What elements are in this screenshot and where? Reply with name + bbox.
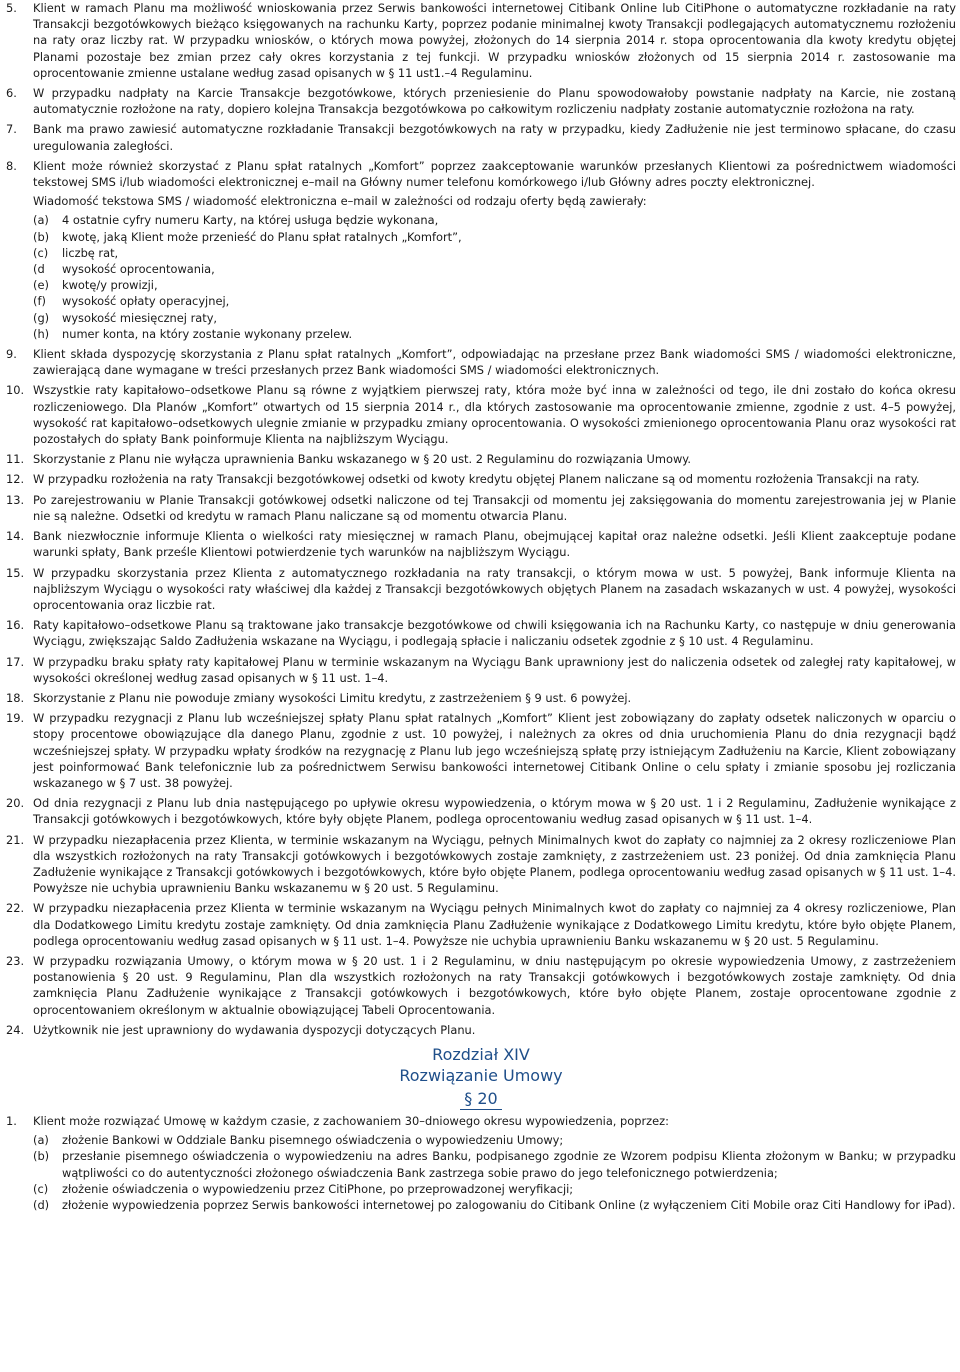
item-text: złożenie Bankowi w Oddziale Banku pisemnego oświadczenia o wypowiedzeniu Umowy; xyxy=(62,1133,564,1148)
item-text: kwotę/y prowizji, xyxy=(62,278,158,293)
item-letter: (e) xyxy=(33,278,49,293)
list-item xyxy=(6,0,956,81)
lettered-item xyxy=(33,245,956,261)
lettered-item xyxy=(33,1148,956,1180)
lettered-item xyxy=(33,1132,956,1148)
item-text: Bank ma prawo zawiesić automatyczne rozkładanie Transakcji bezgotówkowych na raty w przypadku, kiedy Zadłużenie nie jest terminowo spłacane, do czasu uregulowania zaległości. xyxy=(33,122,956,153)
chapter-heading xyxy=(6,1044,956,1086)
item-text: liczbę rat, xyxy=(62,245,119,260)
item-text: Klient składa dyspozycję skorzystania z Planu spłat ratalnych „Komfort”, odpowiadając na przesłane przez Bank wiadomości SMS / wiadomości elektroniczne, zawierającą dane wymagane w treści przesłanych przez Bank wiadomości SMS / wiadomości elektronicznych. xyxy=(33,347,956,378)
item-text: W przypadku skorzystania przez Klienta z automatycznego rozkładania na raty transakcji, o którym mowa w ust. 5 powyżej, Bank informuje Klienta na najbliższym Wyciągu o wysokości raty właściwej dla każdej z Transakcji bezgotówkowych objętych Planem na zasadach wskazanych w ust. 4 powyżej, wysokości oprocentowania oraz liczbie rat. xyxy=(33,565,956,612)
list-item xyxy=(6,832,956,897)
list-item xyxy=(6,953,956,1018)
item-number: 23. xyxy=(6,953,25,968)
item-text: Bank niezwłocznie informuje Klienta o wielkości raty miesięcznej w ramach Planu, obejmującej kapitał oraz należne odsetki. Jeśli Klient zaakceptuje podane warunki spłaty, Bank prześle Klientowi potwierdzenie tych warunków na najbliższym Wyciągu. xyxy=(33,529,956,560)
lettered-item xyxy=(33,326,956,342)
list-item xyxy=(6,565,956,614)
item-letter: (h) xyxy=(33,326,50,341)
item-letter: (a) xyxy=(33,213,49,228)
item-text: Od dnia rezygnacji z Planu lub dnia następującego po upływie okresu wypowiedzenia, o którym mowa w § 20 ust. 1 i 2 Regulaminu, Zadłużenie wynikające z Transakcji gotówkowych i bezgotówkowych, które były objęte Planem, podlega oprocentowaniu według zasad opisanych w § 11 ust. 1–4. xyxy=(33,796,956,827)
item-number: 1. xyxy=(6,1113,17,1128)
item-text: kwotę, jaką Klient może przenieść do Planu spłat ratalnych „Komfort”, xyxy=(62,229,462,244)
item-text: Po zarejestrowaniu w Planie Transakcji gotówkowej odsetki naliczone od tej Transakcji od momentu jej zaksięgowania do momentu zarejestrowania jej w Planie nie są należne. Odsetki od kredytu w ramach Planu naliczane są od momentu otwarcia Planu. xyxy=(33,492,956,523)
lettered-item xyxy=(33,293,956,309)
item-number: 5. xyxy=(6,1,17,15)
section-mark xyxy=(6,1088,956,1109)
item-number: 11. xyxy=(6,452,25,467)
numbered-list-part-1 xyxy=(6,0,956,154)
section-number: § 20 xyxy=(460,1089,501,1110)
list-item xyxy=(6,795,956,827)
item-text: Klient może rozwiązać Umowę w każdym czasie, z zachowaniem 30–dniowego okresu wypowiedzenia, poprzez: xyxy=(33,1113,669,1128)
lettered-item xyxy=(33,1197,956,1213)
item-text: złożenie wypowiedzenia poprzez Serwis bankowości internetowej po zalogowaniu do Citibank Online (z wyłączeniem Citi Mobile oraz Citi Handlowy for iPad). xyxy=(62,1198,956,1212)
item-text: W przypadku niezapłacenia przez Klienta w terminie wskazanym na Wyciągu pełnych Minimalnych kwot do zapłaty co najmniej za 4 okresy rozliczeniowe, Plan dla Dodatkowego Limitu kredytu zostaje zamknięty. Od dnia zamknięcia Planu Zadłużenie wynikające z Dodatkowego Limitu kredytu, które było objęte Planem, podlega oprocentowaniu według zasad opisanych w § 11 ust. 1–4. Powyższe nie uchybia uprawnieniu Banku wskazanemu w § 20 ust. 5 Regulaminu. xyxy=(33,901,956,948)
item-letter: (c) xyxy=(33,245,49,260)
list-item xyxy=(6,492,956,524)
item-text: W przypadku braku spłaty raty kapitałowej Planu w terminie wskazanym na Wyciągu Bank uprawniony jest do naliczenia odsetek od zaległej raty kapitałowej, w wysokości określonej według zasad opisanych w § 11 ust. 1–4. xyxy=(33,654,956,685)
item-text: 4 ostatnie cyfry numeru Karty, na której usługa będzie wykonana, xyxy=(62,213,439,228)
list-item xyxy=(6,451,956,467)
item-text: W przypadku nadpłaty na Karcie Transakcje bezgotówkowe, których przeniesienie do Planu spowodowałoby powstanie nadpłaty na Karcie, nie zostaną automatycznie rozłożone na raty, dopiero kolejna Transakcja bezgotówkowa po całkowitym rozliczeniu nadpłaty zostanie automatycznie rozłożona na raty. xyxy=(33,86,956,117)
item-letter: (d) xyxy=(33,1198,50,1212)
item-number: 17. xyxy=(6,654,25,669)
chapter-title: Rozwiązanie Umowy xyxy=(399,1065,563,1085)
list-item-8 xyxy=(6,158,956,342)
lettered-item xyxy=(33,261,956,277)
list-item xyxy=(6,471,956,487)
item-text: Skorzystanie z Planu nie wyłącza uprawnienia Banku wskazanego w § 20 ust. 2 Regulaminu do rozwiązania Umowy. xyxy=(33,452,692,467)
item-text: W przypadku rozłożenia na raty Transakcji bezgotówkowej odsetki od kwoty kredytu objętej Planem naliczane są od momentu rozłożenia Transakcji na raty. xyxy=(33,472,920,487)
item-number: 16. xyxy=(6,618,25,633)
item-paragraph: Wiadomość tekstowa SMS / wiadomość elektroniczna e–mail w zależności od rodzaju oferty będą zawierały: xyxy=(33,194,647,209)
item-number: 12. xyxy=(6,472,25,487)
item-letter: (c) xyxy=(33,1181,49,1196)
item-number: 8. xyxy=(6,158,17,173)
item-letter: (d xyxy=(33,262,45,277)
chapter-number: Rozdział XIV xyxy=(432,1044,530,1064)
item-number: 14. xyxy=(6,529,25,544)
list-item xyxy=(6,617,956,649)
item-text: wysokość opłaty operacyjnej, xyxy=(62,294,230,309)
item-text: Klient w ramach Planu ma możliwość wnioskowania przez Serwis bankowości internetowej Citibank Online lub CitiPhone o automatyczne rozkładanie na raty Transakcji bezgotówkowych bieżąco księgowanych na rachunku Karty, poprzez podanie minimalnej kwoty Transakcji podlegających automatycznemu rozłożeniu na raty oraz liczby rat. W przypadku wniosków, o których mowa powyżej, złożonych do 14 sierpnia 2014 r. stopa oprocentowania dla kwoty kredytu objętej Planami pozostaje bez zmian przez cały okres korzystania z tej funkcji. W przypadku wniosków złożonych od 15 sierpnia 2014 r. zastosowanie ma oprocentowanie zmienne ustalane według zasad opisanych w § 11 ust1.–4 Regulaminu. xyxy=(33,1,956,80)
list-item xyxy=(6,900,956,949)
list-item xyxy=(6,654,956,686)
list-item xyxy=(6,1022,956,1038)
item-letter: (a) xyxy=(33,1133,49,1148)
lettered-list xyxy=(33,212,956,342)
item-text: wysokość miesięcznej raty, xyxy=(62,310,218,325)
item-text: Klient może również skorzystać z Planu spłat ratalnych „Komfort” poprzez zaakceptowanie warunków przesłanych Klientowi za pośrednictwem wiadomości tekstowej SMS i/lub wiadomości elektronicznej e–mail na Główny numer telefonu komórkowego i/lub Główny adres poczty elektronicznej. xyxy=(33,158,956,190)
item-text: Skorzystanie z Planu nie powoduje zmiany wysokości Limitu kredytu, z zastrzeżeniem § 9 ust. 6 powyżej. xyxy=(33,690,632,705)
item-number: 18. xyxy=(6,690,25,705)
item-number: 20. xyxy=(6,796,25,811)
list-item xyxy=(6,382,956,447)
list-item xyxy=(6,346,956,378)
item-letter: (g) xyxy=(33,310,50,325)
list-item xyxy=(6,710,956,791)
lettered-item xyxy=(33,277,956,293)
item-text: W przypadku rozwiązania Umowy, o którym mowa w § 20 ust. 1 i 2 Regulaminu, w dniu następującym po okresie wypowiedzenia Umowy, z zastrzeżeniem postanowienia § 20 ust. 9 Regulaminu, Plan dla wszystkich rozłożonych na raty Transakcji gotówkowych i bezgotówkowych zostaje zamknięty. Od dnia zamknięcia Planu Zadłużenie wynikające z Transakcji gotówkowych i bezgotówkowych, które było objęte Planem, zostaje oprocentowane zgodnie z oprocentowaniem określonym w aktualnie obowiązującej Tabeli Oprocentowania. xyxy=(33,953,956,1017)
lettered-item xyxy=(33,212,956,228)
item-text: W przypadku rezygnacji z Planu lub wcześniejszej spłaty Planu spłat ratalnych „Komfort” Klient jest zobowiązany do zapłaty odsetek naliczonych w oparciu o stopy procentowe obowiązujące dla danego Planu, zgodnie z ust. 10 powyżej, i należnych za okres od dnia uruchomienia Planu do dnia rezygnacji bądź wcześniejszej spłaty. W przypadku wpłaty środków na rezygnację z Planu lub jego wcześniejszą spłatę przy istniejącym Zadłużeniu na Karcie, Klient zobowiązany jest poinformować Bank telefonicznie lub za pośrednictwem Serwisu bankowości internetowej Citibank Online o celu spłaty i zmianie sposobu jej rozliczania wskazanego w § 7 ust. 38 powyżej. xyxy=(33,711,956,790)
item-text: Wszystkie raty kapitałowo–odsetkowe Planu są równe z wyjątkiem pierwszej raty, która może być inna w zależności od tego, ile dni zostało do końca okresu rozliczeniowego. Dla Planów „Komfort” otwartych od 15 sierpnia 2014 r., dla których zastosowanie ma oprocentowanie zmienne, zgodnie z ust. 4–5 powyżej, wysokość rat kapitałowo–odsetkowych ulegnie zmianie w przypadku zmiany oprocentowania. O wysokości zmienionego oprocentowania Planu oraz wysokości rat pozostałych do spłaty Bank poinformuje Klienta na najbliższym Wyciągu. xyxy=(33,383,956,447)
lettered-item xyxy=(33,1181,956,1197)
list-item xyxy=(6,528,956,560)
item-letter: (b) xyxy=(33,1149,50,1164)
numbered-list-part-2 xyxy=(6,346,956,1038)
item-number: 24. xyxy=(6,1022,25,1037)
item-text: numer konta, na który zostanie wykonany przelew. xyxy=(62,326,353,341)
list-item xyxy=(6,690,956,706)
lettered-item xyxy=(33,310,956,326)
list-item xyxy=(6,121,956,153)
item-text: Użytkownik nie jest uprawniony do wydawania dyspozycji dotyczących Planu. xyxy=(33,1022,476,1037)
item-text: W przypadku niezapłacenia przez Klienta, w terminie wskazanym na Wyciągu, pełnych Minimalnych kwot do zapłaty co najmniej za 2 okresy rozliczeniowe Plan dla wszystkich rozłożonych na raty Transakcji gotówkowych i bezgotówkowych zostaje zamknięty, z zastrzeżeniem ust. 23 poniżej. Od dnia zamknięcia Planu Zadłużenie wynikające z Transakcji gotówkowych i bezgotówkowych, które było objęte Planem, podlega oprocentowaniu według zasad opisanych w § 11 ust. 1–4. Powyższe nie uchybia uprawnieniu Banku wskazanemu w § 20 ust. 5 Regulaminu. xyxy=(33,832,956,896)
item-letter: (b) xyxy=(33,229,50,244)
item-number: 6. xyxy=(6,86,17,101)
item-number: 21. xyxy=(6,832,25,847)
item-letter: (f) xyxy=(33,294,46,309)
item-text: Raty kapitałowo–odsetkowe Planu są traktowane jako transakcje bezgotówkowe od chwili księgowania ich na Rachunku Karty, co następuje w dniu generowania Wyciągu, zwiększając Saldo Zadłużenia wskazane na Wyciągu, i podlegają spłacie i naliczaniu odsetek zgodnie z § 10 ust. 4 Regulaminu. xyxy=(33,618,956,649)
list-item xyxy=(6,85,956,117)
section-item-1 xyxy=(6,1113,956,1213)
item-text: złożenie oświadczenia o wypowiedzeniu przez CitiPhone, po przeprowadzonej weryfikacji; xyxy=(62,1181,574,1196)
item-number: 15. xyxy=(6,565,25,580)
item-text: przesłanie pisemnego oświadczenia o wypowiedzeniu na adres Banku, podpisanego zgodnie ze Wzorem podpisu Klienta złożonym w Banku; w przypadku wątpliwości co do autentyczności złożonego oświadczenia Bank zastrzega sobie prawo do jego telefonicznego potwierdzenia; xyxy=(62,1149,956,1180)
item-number: 9. xyxy=(6,347,17,362)
lettered-list xyxy=(33,1132,956,1213)
item-number: 10. xyxy=(6,383,25,398)
item-text: wysokość oprocentowania, xyxy=(62,262,215,277)
item-number: 13. xyxy=(6,492,25,507)
item-number: 19. xyxy=(6,711,25,726)
item-number: 7. xyxy=(6,122,17,137)
lettered-item xyxy=(33,229,956,245)
item-number: 22. xyxy=(6,901,25,916)
